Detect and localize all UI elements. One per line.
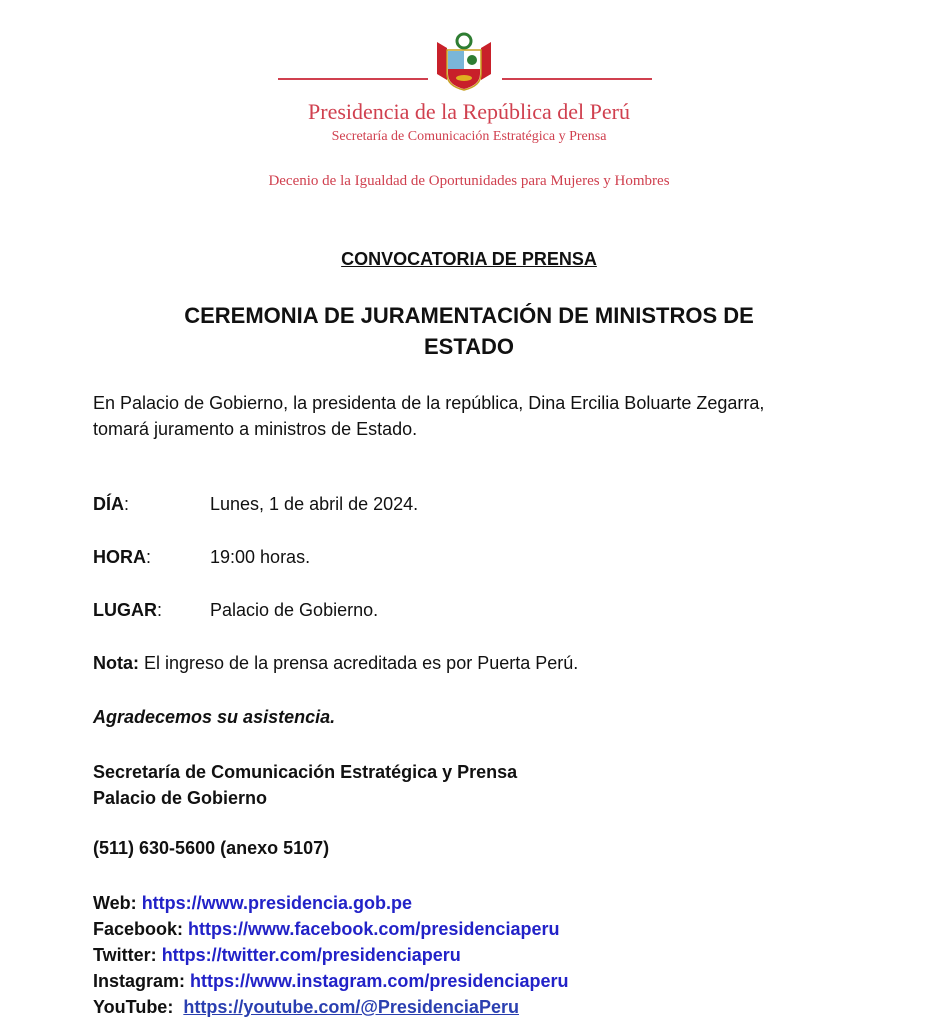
doc-kicker: CONVOCATORIA DE PRENSA [341, 249, 597, 269]
link-twitter: Twitter: https://twitter.com/presidenciaperu [93, 945, 461, 965]
coat-of-arms-icon [433, 30, 495, 94]
web-link[interactable]: https://www.presidencia.gob.pe [141, 893, 413, 913]
detail-value: Lunes, 1 de abril de 2024. [210, 494, 419, 514]
department-name: Secretaría de Comunicación Estratégica y Prensa [331, 129, 607, 144]
link-youtube: YouTube: https://youtube.com/@PresidenciaPeru [93, 997, 519, 1017]
links-list [93, 890, 568, 1020]
signature: Secretaría de Comunicación Estratégica y Prensa Palacio de Gobierno [93, 762, 518, 808]
detail-value: 19:00 horas. [210, 547, 311, 567]
org-name: Presidencia de la República del Perú [308, 99, 630, 124]
facebook-link[interactable]: https://www.facebook.com/presidenciaperu [188, 919, 560, 939]
intro-paragraph [93, 390, 764, 442]
thanks: Agradecemos su asistencia. [93, 707, 336, 727]
link-instagram: Instagram: https://www.instagram.com/presidenciaperu [93, 971, 569, 991]
doc-title-line: CEREMONIA DE JURAMENTACIÓN DE MINISTROS DE [184, 303, 754, 328]
link-web: Web: https://www.presidencia.gob.pe [93, 893, 413, 913]
header-rule-left [278, 78, 428, 80]
twitter-link[interactable]: https://twitter.com/presidenciaperu [161, 945, 461, 965]
phone: (511) 630-5600 (anexo 5107) [93, 838, 330, 858]
note: Nota: El ingreso de la prensa acreditada es por Puerta Perú. [93, 653, 579, 673]
header-rule-right [502, 78, 652, 80]
detail-value: Palacio de Gobierno. [210, 600, 379, 620]
link-facebook: Facebook: https://www.facebook.com/presidenciaperu [93, 919, 560, 939]
detail-label: HORA: [93, 547, 152, 567]
detail-label: DÍA: [93, 494, 130, 514]
doc-title [0, 300, 938, 362]
intro-line: tomará juramento a ministros de Estado. [93, 419, 418, 439]
doc-title-line: ESTADO [423, 334, 515, 359]
detail-label: LUGAR: [93, 600, 163, 620]
intro-line: En Palacio de Gobierno, la presidenta de la república, Dina Ercilia Boluarte Zegarra, [93, 393, 765, 413]
instagram-link[interactable]: https://www.instagram.com/presidenciaperu [190, 971, 569, 991]
youtube-link[interactable]: https://youtube.com/@PresidenciaPeru [183, 997, 519, 1017]
decade-motto: Decenio de la Igualdad de Oportunidades para Mujeres y Hombres [268, 173, 670, 189]
